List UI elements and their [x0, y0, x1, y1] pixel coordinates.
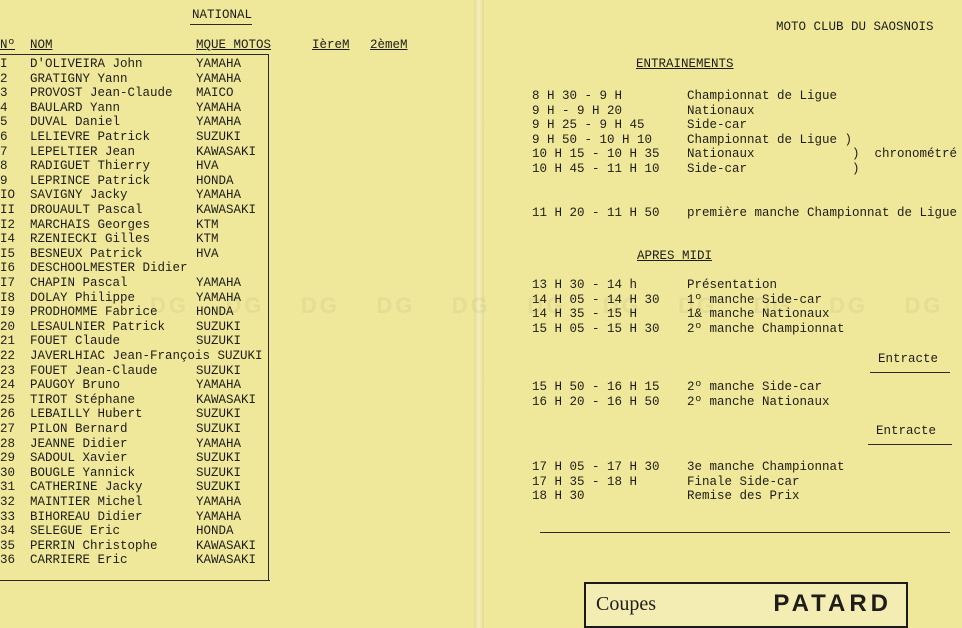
rider-row	[0, 495, 300, 510]
rider-name: BESNEUX Patrick	[30, 246, 143, 261]
rider-name: D'OLIVEIRA John	[30, 57, 143, 71]
schedule-time: 9 H - 9 H 20	[532, 103, 623, 118]
intermission-1: Entracte	[878, 352, 939, 366]
rider-row	[0, 422, 300, 437]
rider-row	[0, 86, 300, 101]
rider-name: DROUAULT Pascal	[30, 203, 143, 217]
schedule-row	[532, 162, 952, 176]
schedule-row	[532, 380, 952, 394]
rider-number: 31	[0, 480, 16, 495]
schedule-event: Présentation	[687, 278, 778, 292]
rider-name: PROVOST Jean-Claude	[30, 86, 173, 101]
rider-number: II	[0, 203, 16, 217]
rider-row	[0, 261, 300, 276]
rider-name: LEBAILLY Hubert	[30, 407, 143, 422]
rider-number: I6	[0, 261, 16, 276]
rider-number: 6	[0, 130, 8, 144]
rider-number: 36	[0, 553, 16, 568]
rider-make: HONDA	[196, 305, 234, 320]
rider-row	[0, 466, 300, 481]
first-heat-event: première manche Championnat de Ligue	[687, 206, 958, 220]
morning-schedule	[532, 89, 958, 179]
rider-number: 7	[0, 144, 8, 159]
heading-underline	[190, 24, 252, 25]
rider-name: CATHERINE Jacky	[30, 480, 143, 495]
rider-number: 5	[0, 115, 8, 130]
rider-name: MARCHAIS Georges	[30, 217, 151, 232]
rider-make: KAWASAKI	[196, 203, 257, 217]
rider-name: DOLAY Philippe	[30, 290, 136, 305]
schedule-time: 17 H 05 - 17 H 30	[532, 460, 660, 474]
rider-make: SUZUKI	[196, 130, 242, 144]
schedule-time: 10 H 45 - 11 H 10	[532, 161, 660, 176]
rider-row	[0, 451, 300, 466]
rider-make: KAWASAKI	[196, 538, 257, 553]
rider-make: YAMAHA	[196, 436, 242, 451]
rider-name: LEPELTIER Jean	[30, 144, 136, 159]
rider-number: 32	[0, 495, 16, 509]
table-bottom-rule	[0, 580, 270, 581]
rider-name: JEANNE Didier	[30, 436, 128, 451]
rider-number: 20	[0, 319, 16, 334]
rider-make: KAWASAKI	[196, 553, 257, 568]
rider-number: I8	[0, 290, 16, 305]
morning-title: ENTRAINEMENTS	[636, 57, 734, 71]
rider-list	[0, 57, 300, 577]
schedule-event: Side-car	[687, 118, 748, 132]
rider-number: 9	[0, 173, 8, 188]
rider-number: 28	[0, 436, 16, 451]
rider-number: 4	[0, 100, 8, 115]
rider-name: BAULARD Yann	[30, 100, 121, 115]
rider-number: IO	[0, 188, 16, 203]
rider-number: 2	[0, 71, 8, 86]
first-heat-time: 11 H 20 - 11 H 50	[532, 206, 660, 220]
rider-name: BIHOREAU Didier	[30, 509, 143, 524]
rider-number: 25	[0, 392, 16, 407]
rider-make: YAMAHA	[196, 115, 242, 130]
schedule-row	[532, 322, 952, 336]
national-heading: NATIONAL	[192, 8, 253, 22]
schedule-event: 1º manche Side-car	[687, 292, 823, 307]
schedule-row	[532, 278, 952, 292]
sponsor-coupes: Coupes	[596, 593, 656, 615]
rider-make: SUZUKI	[196, 363, 242, 378]
rider-row	[0, 203, 300, 218]
rider-number: I4	[0, 232, 16, 247]
rider-number: 3	[0, 86, 8, 101]
rider-make: SUZUKI	[196, 465, 242, 480]
schedule-event: Remise des Prix	[687, 489, 800, 503]
rider-name: SAVIGNY Jacky	[30, 188, 128, 203]
schedule-time: 16 H 20 - 16 H 50	[532, 394, 660, 409]
rider-row	[0, 159, 300, 174]
rider-name: LEPRINCE Patrick	[30, 173, 151, 188]
rider-row	[0, 524, 300, 539]
rider-name: FOUET Jean-Claude	[30, 363, 158, 378]
table-right-rule	[268, 54, 269, 580]
rider-name: CHAPIN Pascal	[30, 276, 128, 290]
schedule-time: 15 H 05 - 15 H 30	[532, 321, 660, 336]
rider-row	[0, 305, 300, 320]
afternoon-title: APRES MIDI	[637, 249, 713, 263]
rider-row	[0, 174, 300, 189]
rider-number: 23	[0, 363, 16, 378]
schedule-time: 10 H 15 - 10 H 35	[532, 147, 660, 161]
rider-make: KAWASAKI	[196, 144, 257, 159]
rider-make: YAMAHA	[196, 276, 242, 290]
schedule-event: 1& manche Nationaux	[687, 307, 830, 321]
rider-name: SELEGUE Eric	[30, 524, 121, 539]
schedule-event: Finale Side-car	[687, 474, 800, 489]
rider-make: YAMAHA	[196, 495, 242, 509]
schedule-row	[532, 104, 952, 118]
first-heat-row	[532, 206, 962, 222]
rider-make: SUZUKI	[196, 451, 242, 466]
schedule-row	[532, 89, 952, 103]
rider-name: MAINTIER Michel	[30, 495, 143, 509]
schedule-event: Nationaux ) chronométré	[687, 147, 958, 161]
rider-number: 26	[0, 407, 16, 422]
rider-row	[0, 72, 300, 87]
schedule-row	[532, 293, 952, 307]
rider-number: I7	[0, 276, 16, 290]
rider-name: DESCHOOLMESTER Didier	[30, 261, 188, 276]
schedule-row	[532, 460, 952, 474]
rider-make: HONDA	[196, 524, 234, 539]
rider-row	[0, 218, 300, 233]
schedule-row	[532, 147, 958, 161]
rider-make: SUZUKI	[196, 319, 242, 334]
rider-row	[0, 291, 300, 306]
schedule-time: 14 H 05 - 14 H 30	[532, 292, 660, 307]
rider-make: SUZUKI	[196, 334, 242, 349]
rider-make: SUZUKI	[196, 480, 242, 495]
rider-name: TIROT Stéphane	[30, 392, 136, 407]
rider-number: 35	[0, 538, 16, 553]
rider-row	[0, 320, 300, 335]
rider-number: 30	[0, 465, 16, 480]
rider-row	[0, 145, 300, 160]
schedule-event: Nationaux	[687, 103, 755, 118]
rider-name: JAVERLHIAC Jean-François SUZUKI	[30, 349, 263, 363]
rider-name: PERRIN Christophe	[30, 538, 158, 553]
rider-number: 8	[0, 159, 8, 174]
rider-make: YAMAHA	[196, 100, 242, 115]
intermission-2: Entracte	[876, 424, 937, 438]
rider-name: GRATIGNY Yann	[30, 71, 128, 86]
rider-row	[0, 130, 300, 145]
schedule-time: 18 H 30	[532, 489, 585, 503]
rider-row	[0, 539, 300, 554]
col-make: MQUE MOTOS	[196, 38, 272, 52]
schedule-time: 15 H 50 - 16 H 15	[532, 380, 660, 394]
rider-number: 34	[0, 524, 16, 539]
rider-row	[0, 188, 300, 203]
rider-make: YAMAHA	[196, 57, 242, 71]
rider-name: LESAULNIER Patrick	[30, 319, 166, 334]
rider-number: 21	[0, 334, 16, 349]
schedule-event: Championnat de Ligue	[687, 89, 838, 103]
col-no: Nº	[0, 38, 16, 52]
schedule-event: Championnat de Ligue )	[687, 132, 853, 147]
intermission-rule-2	[868, 444, 952, 445]
rider-number: 24	[0, 378, 16, 393]
rider-row	[0, 407, 300, 422]
rider-name: BOUGLE Yannick	[30, 465, 136, 480]
rider-row	[0, 334, 300, 349]
afternoon-schedule-c	[532, 460, 952, 506]
schedule-event: 2º manche Side-car	[687, 380, 823, 394]
rider-make: KAWASAKI	[196, 392, 257, 407]
col-second-heat: 2èmeM	[370, 38, 408, 52]
afternoon-schedule-a	[532, 278, 952, 340]
intermission-rule-1	[870, 372, 950, 373]
rider-row	[0, 510, 300, 525]
schedule-event: 2º manche Nationaux	[687, 394, 830, 409]
rider-make: YAMAHA	[196, 290, 242, 305]
rider-name: PRODHOMME Fabrice	[30, 305, 158, 320]
schedule-time: 9 H 25 - 9 H 45	[532, 118, 645, 132]
schedule-time: 9 H 50 - 10 H 10	[532, 132, 653, 147]
rider-make: YAMAHA	[196, 509, 242, 524]
rider-row	[0, 437, 300, 452]
schedule-row	[532, 395, 952, 409]
rider-make: YAMAHA	[196, 71, 242, 86]
schedule-time: 8 H 30 - 9 H	[532, 89, 623, 103]
club-name: MOTO CLUB DU SAOSNOIS	[776, 20, 934, 34]
schedule-time: 13 H 30 - 14 h	[532, 278, 638, 292]
rider-number: I9	[0, 305, 16, 320]
rider-number: 27	[0, 422, 16, 436]
schedule-event: Side-car )	[687, 161, 860, 176]
rider-make: MAICO	[196, 86, 234, 101]
rider-row	[0, 101, 300, 116]
rider-row	[0, 247, 300, 262]
rider-row	[0, 57, 300, 72]
rider-number: I5	[0, 246, 16, 261]
afternoon-schedule-b	[532, 380, 952, 412]
rider-row	[0, 378, 300, 393]
rider-make: KTM	[196, 217, 219, 232]
schedule-time: 17 H 35 - 18 H	[532, 474, 638, 489]
schedule-end-rule	[540, 532, 950, 533]
rider-name: CARRIERE Eric	[30, 553, 128, 568]
rider-row	[0, 232, 300, 247]
rider-name: PILON Bernard	[30, 422, 128, 436]
rider-number: I	[0, 57, 8, 71]
rider-name: LELIEVRE Patrick	[30, 130, 151, 144]
rider-name: SADOUL Xavier	[30, 451, 128, 466]
schedule-row	[532, 475, 952, 489]
sponsor-box	[584, 582, 908, 628]
schedule-row	[532, 133, 952, 147]
schedule-event: 2º manche Championnat	[687, 321, 845, 336]
rider-name: PAUGOY Bruno	[30, 378, 121, 393]
schedule-event: 3e manche Championnat	[687, 460, 845, 474]
rider-make: YAMAHA	[196, 378, 242, 393]
table-top-rule	[0, 54, 268, 55]
rider-number: 22	[0, 349, 16, 363]
rider-row	[0, 480, 300, 495]
rider-row	[0, 115, 300, 130]
rider-name: DUVAL Daniel	[30, 115, 121, 130]
rider-make: HVA	[196, 246, 219, 261]
rider-row	[0, 276, 300, 291]
rider-row	[0, 364, 300, 379]
rider-number: 29	[0, 451, 16, 466]
rider-make: SUZUKI	[196, 407, 242, 422]
rider-make: HONDA	[196, 173, 234, 188]
schedule-time: 14 H 35 - 15 H	[532, 307, 638, 321]
schedule-row	[532, 307, 952, 321]
rider-make: SUZUKI	[196, 422, 242, 436]
col-first-heat: IèreM	[312, 38, 350, 52]
rider-name: RZENIECKI Gilles	[30, 232, 151, 247]
rider-row	[0, 349, 300, 364]
rider-number: I2	[0, 217, 16, 232]
rider-make: KTM	[196, 232, 219, 247]
rider-name: FOUET Claude	[30, 334, 121, 349]
rider-make: YAMAHA	[196, 188, 242, 203]
rider-make: HVA	[196, 159, 219, 174]
rider-name: RADIGUET Thierry	[30, 159, 151, 174]
schedule-row	[532, 489, 952, 503]
rider-row	[0, 393, 300, 408]
rider-number: 33	[0, 509, 16, 524]
sponsor-patard: PATARD	[773, 590, 892, 617]
rider-row	[0, 553, 300, 568]
schedule-row	[532, 118, 952, 132]
col-name: NOM	[30, 38, 53, 52]
